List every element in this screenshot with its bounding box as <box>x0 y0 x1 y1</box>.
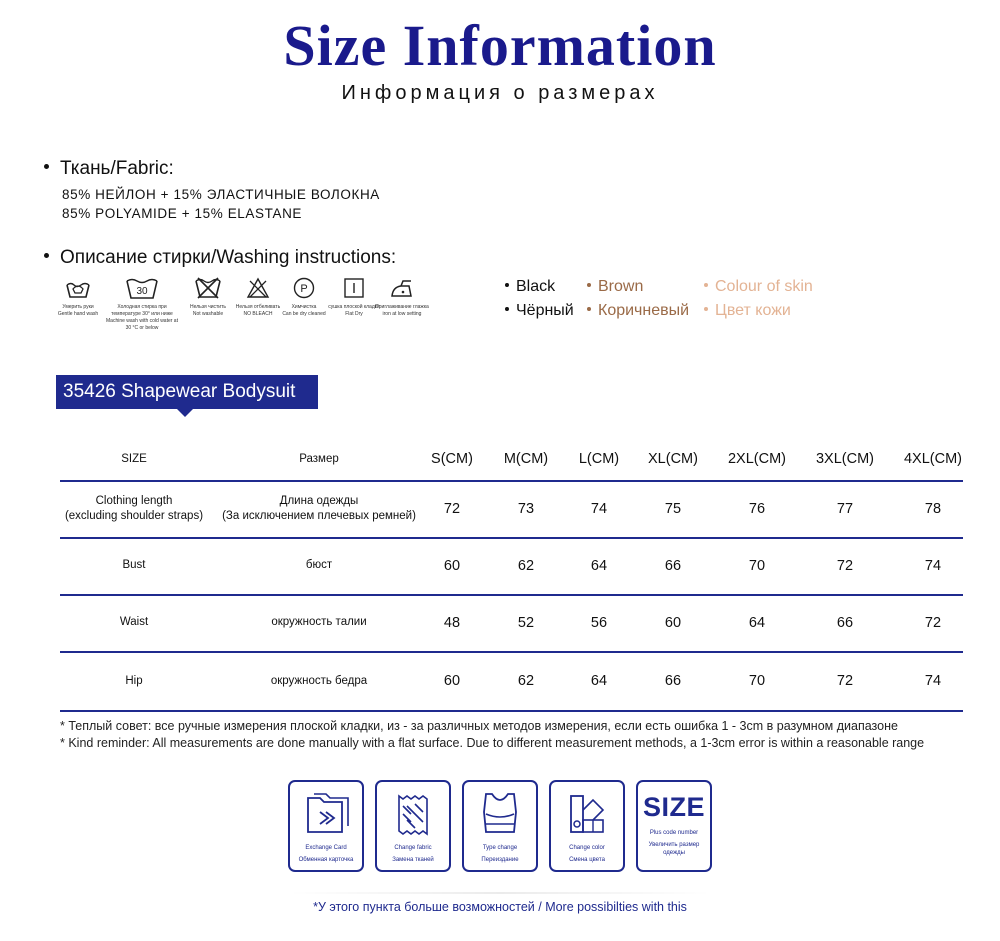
row-label-en: Hip <box>125 674 143 687</box>
bullet-icon <box>505 307 509 311</box>
header-size-col: XL(CM) <box>648 451 698 467</box>
washing-heading: Описание стирки/Washing instructions: <box>44 247 396 269</box>
washing-icons <box>56 276 436 336</box>
table-row <box>60 480 964 537</box>
change-fabric-card[interactable]: Change fabric Замена тканей <box>375 780 451 872</box>
wash-item: P Химчистка Can be dry cleaned <box>274 276 334 318</box>
row-label-en: Waist <box>119 616 149 628</box>
dry-clean-p-icon <box>292 276 316 300</box>
bullet-icon <box>704 307 708 311</box>
table-divider <box>60 480 963 482</box>
page-title: Size Information <box>283 13 717 78</box>
table-cell: 74 <box>590 500 608 517</box>
bullet-icon <box>44 164 49 169</box>
header-size-col: S(CM) <box>431 451 473 467</box>
table-cell: 70 <box>748 557 766 574</box>
table-cell: 78 <box>924 500 942 517</box>
note-ru: * Теплый совет: все ручные измерения плоской кладки, из - за различных методов измерения, если есть ошибка 1 - 3cm в разумном диапазоне <box>60 719 898 733</box>
header-size-en: SIZE <box>121 452 147 465</box>
plus-size-card[interactable]: SIZE Plus code number Увеличить размер одежды <box>636 780 712 872</box>
header-size-col: 2XL(CM) <box>727 451 786 467</box>
table-divider <box>60 651 963 653</box>
wash-item: 30 Холодная стирка при температуре 30° или ниже Machine wash with cold water at 30 °C or below <box>106 276 178 332</box>
header-size-col: M(CM) <box>503 451 549 467</box>
row-label-ru: окружность бедра <box>270 674 368 687</box>
table-row <box>60 651 964 711</box>
exchange-card[interactable]: Exchange Card Обменная карточка <box>288 780 364 872</box>
row-label-en: Bust <box>122 559 146 571</box>
no-bleach-icon <box>246 276 270 300</box>
bullet-icon <box>587 307 591 311</box>
header-size-ru: Размер <box>299 452 339 465</box>
row-label-ru: бюст <box>305 559 333 571</box>
table-cell: 70 <box>748 673 766 689</box>
color-brown-en[interactable]: Brown <box>587 278 643 296</box>
table-row <box>60 537 964 594</box>
table-cell: 73 <box>517 500 535 517</box>
table-cell: 76 <box>748 500 766 517</box>
fabric-line-ru: 85% НЕЙЛОН + 15% ЭЛАСТИЧНЫЕ ВОЛОКНА <box>62 187 380 202</box>
row-label-ru: Длина одежды (За исключением плечевых ремней) <box>222 494 416 522</box>
header-size-col: 3XL(CM) <box>815 451 874 467</box>
type-change-card[interactable]: Type change Переиздание <box>462 780 538 872</box>
wash-item: Нельзя отбеливать NO BLEACH <box>228 276 288 318</box>
fabric-heading: Ткань/Fabric: <box>44 158 174 180</box>
table-cell: 64 <box>748 614 766 631</box>
table-divider <box>60 594 963 596</box>
iron-low-icon <box>389 276 415 300</box>
table-header-row <box>60 438 964 480</box>
product-tag: 35426 Shapewear Bodysuit <box>56 375 318 409</box>
cards-shadow <box>288 892 712 894</box>
table-cell: 77 <box>836 500 854 517</box>
row-label-en: Clothing length (excluding shoulder straps) <box>64 494 204 522</box>
wash-item: Нельзя чистить Not washable <box>178 276 238 318</box>
type-change-icon <box>472 790 528 840</box>
table-cell: 60 <box>443 557 461 574</box>
change-color-icon <box>559 790 615 840</box>
size-icon: SIZE <box>642 792 705 822</box>
table-cell: 62 <box>517 673 535 689</box>
hand-wash-icon <box>65 276 91 300</box>
color-skin-en[interactable]: Colour of skin <box>704 278 813 296</box>
table-cell: 66 <box>836 614 854 631</box>
table-divider <box>60 710 963 712</box>
table-cell: 72 <box>836 557 854 574</box>
table-cell: 48 <box>443 614 461 631</box>
wash-item: сушка плоской кладки Flat Dry <box>324 276 384 318</box>
table-divider <box>60 537 963 539</box>
footer-note: *У этого пункта больше возможностей / More possibilties with this <box>313 900 687 914</box>
change-color-card[interactable]: Change color Смена цвета <box>549 780 625 872</box>
bullet-icon <box>44 253 49 258</box>
svg-text:30: 30 <box>136 286 148 297</box>
tag-pointer <box>177 409 193 417</box>
size-table <box>60 438 964 711</box>
table-cell: 75 <box>664 500 682 517</box>
header-size-col: L(CM) <box>578 451 620 467</box>
flat-dry-icon <box>343 276 365 300</box>
color-options <box>505 278 845 324</box>
table-cell: 60 <box>664 614 682 631</box>
table-row <box>60 594 964 651</box>
note-en: * Kind reminder: All measurements are done manually with a flat surface. Due to different measurement methods, a 1-3cm error is within a reasonable range <box>60 736 925 750</box>
color-black-ru[interactable]: Чёрный <box>505 302 574 320</box>
exchange-card-icon <box>298 790 354 840</box>
table-cell: 64 <box>590 557 608 574</box>
bullet-icon <box>704 283 708 287</box>
header-size-col: 4XL(CM) <box>903 451 962 467</box>
table-cell: 72 <box>836 673 854 689</box>
table-cell: 62 <box>517 557 535 574</box>
table-cell: 74 <box>924 557 942 574</box>
row-label-ru: окружность талии <box>271 616 367 628</box>
machine-wash-30-icon <box>125 276 159 300</box>
table-cell: 60 <box>443 673 461 689</box>
table-cell: 74 <box>924 673 942 689</box>
service-cards <box>288 780 712 892</box>
table-cell: 64 <box>590 673 608 689</box>
table-cell: 66 <box>664 673 682 689</box>
wash-item: Приглаживание глажка iron at low setting <box>372 276 432 318</box>
color-skin-ru[interactable]: Цвет кожи <box>704 302 791 320</box>
do-not-wash-icon <box>194 276 222 300</box>
wash-item: Умерить руки Gentle hand wash <box>48 276 108 318</box>
bullet-icon <box>587 283 591 287</box>
change-fabric-icon <box>385 790 441 840</box>
table-cell: 72 <box>443 500 461 517</box>
color-black-en[interactable]: Black <box>505 278 555 296</box>
fabric-line-en: 85% POLYAMIDE + 15% ELASTANE <box>62 206 303 221</box>
page-subtitle: Информация о размерах <box>341 82 659 104</box>
table-cell: 56 <box>590 614 608 631</box>
table-cell: 66 <box>664 557 682 574</box>
table-cell: 52 <box>517 614 535 631</box>
table-cell: 72 <box>924 614 942 631</box>
bullet-icon <box>505 283 509 287</box>
color-brown-ru[interactable]: Коричневый <box>587 302 689 320</box>
svg-text:P: P <box>300 283 308 295</box>
